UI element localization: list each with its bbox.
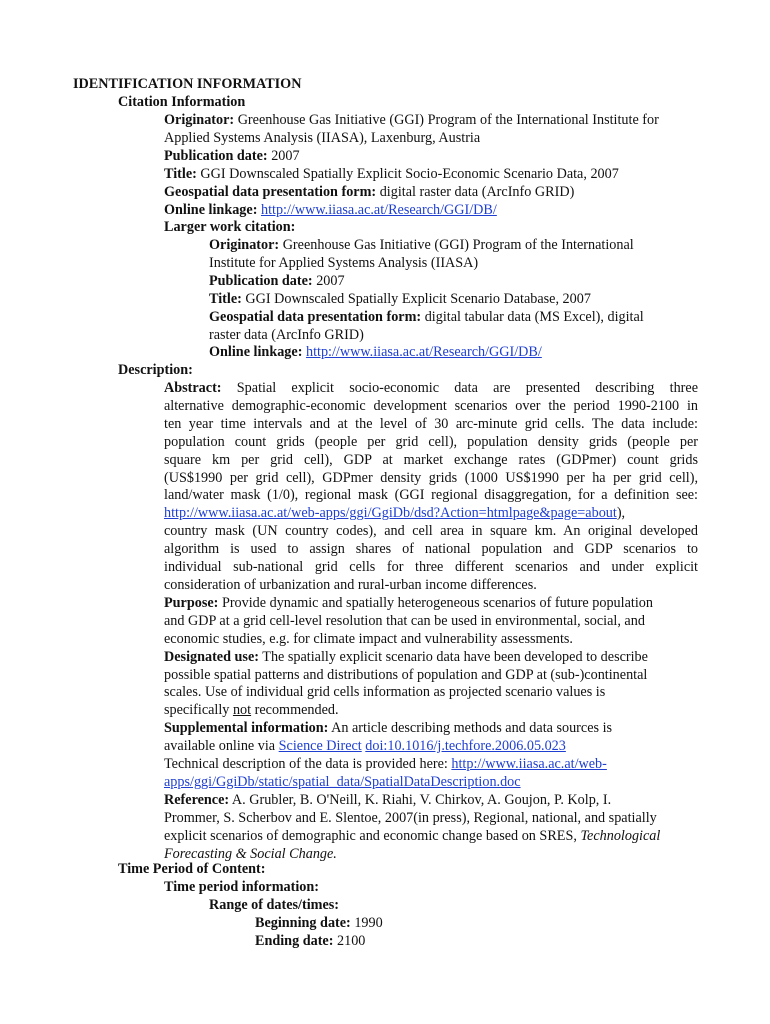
reference-text: Prommer, S. Scherbov and E. Slentoe, 2007(in press), Regional, national, and spatially (164, 809, 657, 826)
larger-title-line: Title: GGI Downscaled Spatially Explicit Scenario Database, 2007 (209, 290, 591, 307)
ending-date-line: Ending date: 2100 (255, 932, 366, 949)
abstract-link-line: http://www.iiasa.ac.at/web-apps/ggi/GgiDb/dsd?Action=htmlpage&page=about), (164, 505, 626, 522)
larger-online-linkage-line: Online linkage: http://www.iiasa.ac.at/Research/GGI/DB/ (209, 344, 542, 361)
designated-use-line: Designated use: The spatially explicit scenario data have been developed to describe (164, 648, 648, 665)
larger-originator-line: Originator: Greenhouse Gas Initiative (GGI) Program of the International (209, 237, 634, 253)
larger-work-section (209, 237, 699, 362)
abstract-text: (US$1990 per grid cell), GDPmer density grids (1000 US$1990 per ha per grid cell), (164, 469, 698, 486)
time-period-info-label: Time period information: (164, 879, 320, 895)
doi-link[interactable]: doi:10.1016/j.techfore.2006.05.023 (365, 738, 566, 755)
technical-description-link[interactable]: http://www.iiasa.ac.at/web- (451, 756, 607, 773)
larger-pubdate-line: Publication date: 2007 (209, 272, 345, 289)
online-linkage-line: Online linkage: http://www.iiasa.ac.at/Research/GGI/DB/ (164, 201, 497, 218)
pubdate-line: Publication date: 2007 (164, 147, 300, 164)
abstract-line: Abstract: Spatial explicit socio-economic data are presented describing three (164, 380, 698, 396)
larger-geoform-line-2: raster data (ArcInfo GRID) (209, 326, 364, 343)
supplemental-links-line: available online via Science Direct doi:10.1016/j.techfore.2006.05.023 (164, 738, 566, 755)
designated-use-text: possible spatial patterns and distributions of population and GDP at (sub-)continental (164, 666, 648, 683)
title-line: Title: GGI Downscaled Spatially Explicit Socio-Economic Scenario Data, 2007 (164, 165, 619, 182)
purpose-text: and GDP at a grid cell-level resolution that can be used in environmental, social, and (164, 612, 645, 629)
abstract-text: individual sub-national grid cells for three different scenarios and under explicit (164, 559, 698, 576)
description-section-label: Description: (118, 362, 193, 378)
reference-line: Reference: A. Grubler, B. O'Neill, K. Riahi, V. Chirkov, A. Goujon, P. Kolp, I. (164, 791, 612, 808)
purpose-text: economic studies, e.g. for climate impact and vulnerability assessments. (164, 630, 573, 647)
abstract-text: country mask (UN country codes), and cell area in square km. An original developed (164, 523, 698, 540)
designated-use-text: scales. Use of individual grid cells information as projected scenario values is (164, 684, 606, 701)
technical-description-line: Technical description of the data is provided here: http://www.iiasa.ac.at/web- (164, 756, 607, 773)
page-title: IDENTIFICATION INFORMATION (73, 76, 302, 92)
larger-online-linkage-link[interactable]: http://www.iiasa.ac.at/Research/GGI/DB/ (305, 344, 542, 361)
originator-line-2: Applied Systems Analysis (IIASA), Laxenburg, Austria (164, 129, 481, 146)
abstract-text: square km per grid cell), GDP at market exchange rates (GDPmer) count grids (164, 451, 698, 468)
technical-description-link-cont (164, 774, 698, 792)
reference-text: explicit scenarios of demographic and economic change based on SRES, Technological (164, 827, 661, 844)
citation-section-label: Citation Information (118, 94, 246, 110)
abstract-text: ten year time intervals and at the level of 30 arc-minute grid cells. The data include: (164, 415, 698, 432)
citation-section (164, 112, 704, 237)
designated-use-text: specifically not recommended. (164, 702, 339, 719)
reference-journal: Forecasting & Social Change. (164, 845, 337, 862)
purpose-line: Purpose: Provide dynamic and spatially heterogeneous scenarios of future population (164, 594, 653, 611)
originator-line: Originator: Greenhouse Gas Initiative (GGI) Program of the International Institute for (164, 112, 659, 128)
larger-originator-line-2: Institute for Applied Systems Analysis (IIASA) (209, 254, 479, 271)
abstract-text: population count grids (people per grid cell), population density grids (people per (164, 433, 698, 450)
geoform-line: Geospatial data presentation form: digital raster data (ArcInfo GRID) (164, 183, 575, 200)
online-linkage-link[interactable]: http://www.iiasa.ac.at/Research/GGI/DB/ (260, 201, 497, 218)
range-of-dates-label: Range of dates/times: (209, 897, 340, 913)
abstract-text: land/water mask (1/0), regional mask (GGI regional disaggregation, for a definition see: (164, 487, 698, 504)
beginning-date-line: Beginning date: 1990 (255, 915, 383, 931)
abstract-text: consideration of urbanization and rural-urban income differences. (164, 576, 537, 593)
technical-description-link-2[interactable]: apps/ggi/GgiDb/static/spatial_data/SpatialDataDescription.doc (164, 773, 521, 790)
date-range (255, 915, 383, 951)
science-direct-link[interactable]: Science Direct (278, 738, 362, 755)
abstract-text: algorithm is used to assign shares of national population and GDP scenarios to (164, 541, 698, 558)
larger-work-label: Larger work citation: (164, 219, 296, 236)
larger-geoform-line: Geospatial data presentation form: digital tabular data (MS Excel), digital (209, 308, 644, 325)
time-period-section-label: Time Period of Content: (118, 861, 266, 877)
abstract-text: alternative demographic-economic development scenarios over the period 1990-2100 in (164, 397, 698, 414)
description-section (164, 380, 698, 863)
about-page-link[interactable]: http://www.iiasa.ac.at/web-apps/ggi/GgiDb/dsd?Action=htmlpage&page=about (164, 505, 617, 522)
supplemental-line: Supplemental information: An article describing methods and data sources is (164, 720, 613, 737)
